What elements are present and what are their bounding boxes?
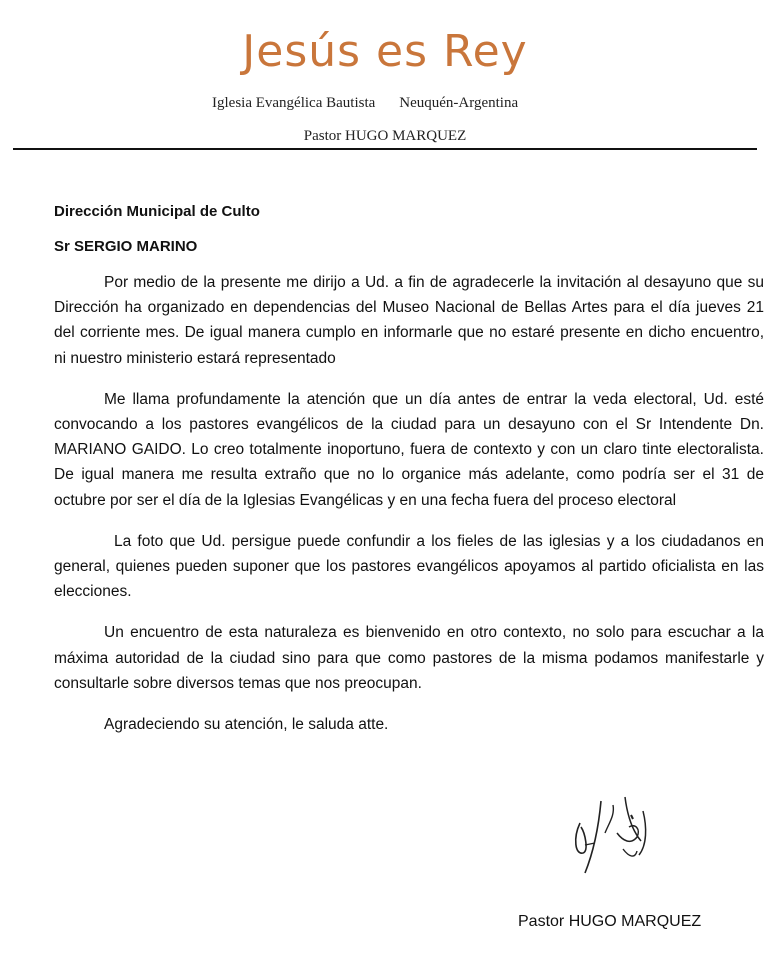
paragraph-3: La foto que Ud. persigue puede confundir a los fieles de las iglesias y a los ciudadanos en general, quienes pueden suponer que los pastores evangélicos apoyamos al partido oficialista en las elecciones. [54, 532, 764, 601]
recipient-name: Sr SERGIO MARINO [54, 238, 198, 255]
paragraph-2: Me llama profundamente la atención que un día antes de entrar la veda electoral, Ud. esté convocando a los pastores evangélicos de la ciudad para un desayuno con el Sr Intendente Dn. MARIANO GAIDO. Lo creo totalmente inoportuno, fuera de contexto y con un claro tinte electoralista. De igual manera me resulta extraño que no lo organice más adelante, como podría ser el 31 de octubre por ser el día de la Iglesias Evangélicas y en una fecha fuera del proceso electoral [54, 390, 764, 509]
recipient-office: Dirección Municipal de Culto [54, 203, 260, 220]
church-name: Iglesia Evangélica Bautista [212, 95, 376, 111]
paragraph-4: Un encuentro de esta naturaleza es bienvenido en otro contexto, no solo para escuchar a la máxima autoridad de la ciudad sino para que como pastores de la misma podamos manifestarle y consultarle sobre diversos temas que nos preocupan. [54, 624, 764, 692]
closing-line: Agradeciendo su atención, le saluda atte. [104, 716, 389, 734]
header-divider [13, 148, 757, 150]
handwritten-signature [565, 793, 665, 883]
paragraph-1: Por medio de la presente me dirijo a Ud. a fin de agradecerle la invitación al desayuno que su Dirección ha organizado en dependencias del Museo Nacional de Bellas Artes para el día jueves 21 del corriente mes. De igual manera cumplo en informarle que no estaré presente en dicho encuentro, ni nuestro ministerio estará representado [54, 274, 764, 367]
signer-name: Pastor HUGO MARQUEZ [518, 913, 702, 930]
church-location: Neuquén-Argentina [399, 95, 519, 111]
header-pastor: Pastor HUGO MARQUEZ [303, 128, 467, 144]
letter-body [54, 270, 764, 753]
church-logo: Jesús es Rey [242, 26, 528, 77]
church-name-line [212, 95, 518, 112]
